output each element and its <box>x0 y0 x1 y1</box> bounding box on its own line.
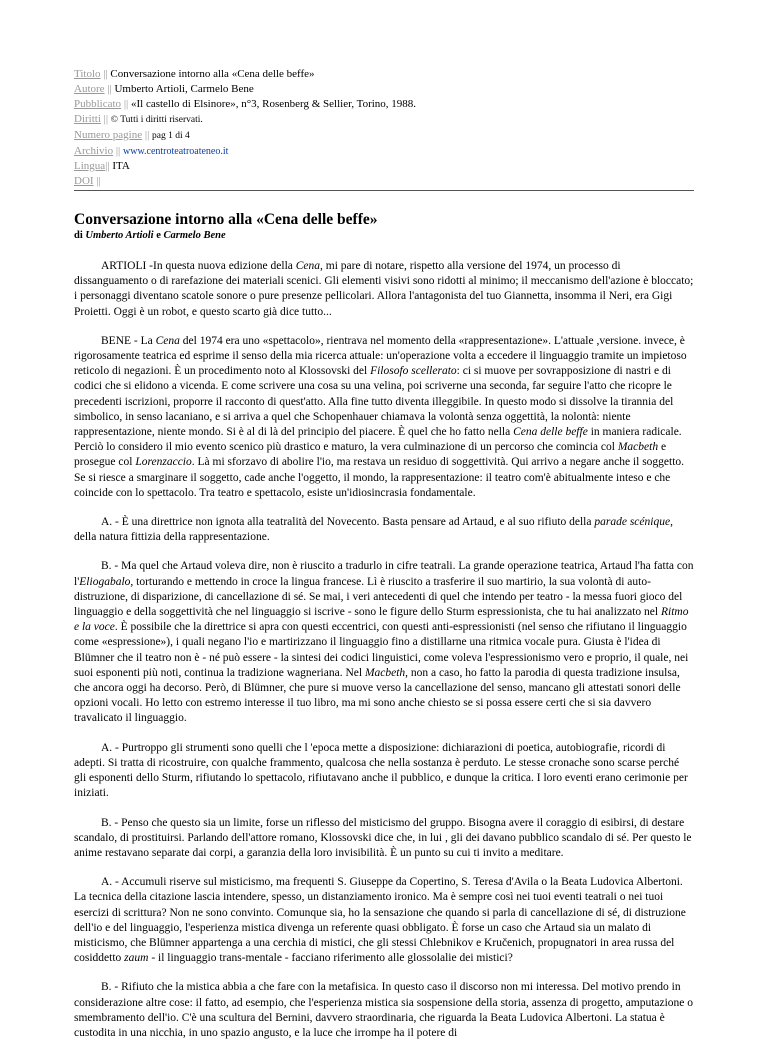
meta-row-archive <box>74 144 694 159</box>
meta-separator: || <box>105 160 110 172</box>
byline <box>74 230 694 241</box>
paragraph-text: , non a caso, ho fatto la parodia di questa tradizione insulsa, che ancora oggi ha decorso. Però, di Blümner, che pure si muove verso la cancellazione del senso, mancano gli attestati sonori delle opzioni vocali. Ho letto con estremo interesse il tuo libro, ma mi sono anche chiesto se si possa essere certi che si sia davvero travalicato il linguaggio. <box>74 666 681 725</box>
paragraph-text: e prosegue col <box>74 441 667 469</box>
byline-conjunction: e <box>156 230 161 241</box>
meta-separator: || <box>103 113 109 125</box>
meta-value-published: «Il castello di Elsinore», n°3, Rosenberg & Sellier, Torino, 1988. <box>130 98 417 110</box>
header-divider <box>74 190 694 191</box>
italic-title-text: Cena <box>295 260 321 272</box>
article-paragraph <box>74 515 694 545</box>
paragraph-text: ARTIOLI -In questa nuova edizione della <box>101 260 296 272</box>
meta-value-archive-link[interactable]: www.centroteatroateneo.it <box>123 146 229 157</box>
italic-title-text: Ritmo e la voce <box>74 606 689 634</box>
meta-value-rights: © Tutti i diritti riservati. <box>110 115 203 125</box>
italic-title-text: Filosofo scellerato <box>370 365 457 378</box>
article-paragraph <box>74 875 694 966</box>
meta-label-rights[interactable]: Diritti <box>74 113 101 125</box>
paragraph-text: A. - Purtroppo gli strumenti sono quelli che l 'epoca mette a disposizione: dichiarazioni di poetica, autobiografie, ricordi di adepti. Si tratta di ricostruire, con qualche frammento, qualcosa che nella sostanza è perduto. Le stesse cronache sono scarse perché gli esponenti dello Sturm, rifiutando lo spettacolo, rifiutavano anche il pubblico, e dunque la critica. I loro eventi erano cerimonie per iniziati. <box>74 741 688 800</box>
meta-row-pages <box>74 128 694 144</box>
byline-author-1: Umberto Artioli <box>85 230 154 241</box>
meta-separator: || <box>123 98 129 110</box>
italic-title-text: parade scénique <box>594 516 671 529</box>
meta-row-rights <box>74 112 694 128</box>
italic-title-text: Macbeth <box>364 666 406 679</box>
paragraph-text: - il linguaggio trans-mentale - facciano riferimento alle glossolalie dei mistici? <box>148 952 513 965</box>
meta-separator: || <box>103 68 108 80</box>
paragraph-text: , torturando e mettendo in croce la lingua francese. Lì è riuscito a trasferire il suo martirio, la sua volontà di auto-distruzione, di disparizione, di cancellazione di sé. Se mai, i veri antecedenti di quel che intendo per teatro - la messa fuori gioco del linguaggio e della soggettività che nel linguaggio si iscrive - sono le figure dello Sturm espressionista, che tu hai analizzato nel <box>74 575 683 619</box>
italic-title-text: Macbeth <box>617 441 659 454</box>
paragraph-text: A. - È una direttrice non ignota alla teatralità del Novecento. Basta pensare ad Artaud, e al suo rifiuto della <box>101 516 595 529</box>
paragraph-text: B. - Penso che questo sia un limite, forse un riflesso del misticismo del gruppo. Bisogna avere il coraggio di esibirsi, di destare scandalo, di prostituirsi. Parlando dell'attore romano, Klossovski dice che, in lui , gli dei davano pubblico scandalo di sé. Per questo le anime restavano separate dai corpi, a garanzia della loro invisibilità. È un punto su cui ti invito a meditare. <box>74 816 692 859</box>
meta-value-author: Umberto Artioli, Carmelo Bene <box>114 83 254 95</box>
meta-separator: || <box>107 83 112 95</box>
meta-label-archive[interactable]: Archivio <box>74 145 114 157</box>
meta-value-language: ITA <box>112 160 130 172</box>
meta-label-published[interactable]: Pubblicato <box>74 98 122 110</box>
article-paragraph <box>74 334 694 501</box>
meta-row-author <box>74 82 694 97</box>
paragraph-text: : ci si muove per sovrapposizione di nastri e di codici che si elidono a vicenda. E come scrivere una cosa su una velina, poi scriverne una seconda, far seguire l'atto che ricopre le precedenti iscrizioni, proporre il racconto di quest'atto. Alla fine tutto diventa illeggibile. In questo modo si dissolve la tirannia del simbolico, in senso lacaniano, e si arriva a quel che Schopenhauer chiamava la volontà senza oggettità, la nolontà: niente rappresentazione, niente mondo. Si è al di là del principio del piacere. È quel che ho fatto nella <box>74 365 674 439</box>
paragraph-text: del 1974 era uno «spettacolo», rientrava nel momento della «rappresentazione». L'attuale ,versione. invece, è rigorosamente teatrica ed esprime il senso della mia ricerca attuale: un'operazione volta a eccedere il linguaggio tramite un impietoso reticolo di negazioni. È un procedimento noto al Klossovski del <box>74 334 687 378</box>
meta-value-title: Conversazione intorno alla «Cena delle beffe» <box>110 68 315 80</box>
meta-label-title[interactable]: Titolo <box>74 68 101 80</box>
paragraph-text: A. - Accumuli riserve sul misticismo, ma frequenti S. Giuseppe da Copertino, S. Teresa d'Avila o la Beata Ludovica Albertoni. La tecnica della citazione lascia intendere, spesso, un distanziamento ironico. Ma è sempre così nei tuoi eventi teatrali o nei tuoi esercizi di scrittura? Non ne sono convinto. Comunque sia, ho la sensazione che quando si parla di cancellazione di sé, di distruzione dell'io e del linguaggio, l'esperienza mistica divenga un referente quasi obbligato. È forse un caso che Artaud sia un malato di misticismo, che Blümner appartenga a una cerchia di mistici, che gli stessi Chlebnikov e Kručenich, propugnatori in area russa del cosiddetto <box>74 876 686 965</box>
meta-label-author[interactable]: Autore <box>74 83 105 95</box>
paragraph-text: . Là mi sforzavo di abolire l'io, ma restava un residuo di soggettività. Qui arrivo a negare anche il soggetto. Se si riesce a smarginare il soggetto, cade anche l'oggetto, il mondo, la rappresentazione: il teatro com'è abitualmente inteso e che coincide con lo spettacolo. Tra teatro e spettacolo, esiste un'idiosincrasia fondamentale. <box>74 456 685 499</box>
article-paragraph <box>74 980 694 1041</box>
meta-value-pages: pag 1 di 4 <box>152 131 190 141</box>
paragraph-text: , della natura fittizia della rappresentazione. <box>74 516 673 544</box>
meta-row-language <box>74 159 694 174</box>
byline-prefix: di <box>74 230 83 241</box>
meta-separator: || <box>115 145 121 157</box>
paragraph-text: . È possibile che la direttrice si apra con questi eccentrici, con questi anti-espressionisti (nel senso che rifiutano il linguaggio come «espressione»), i quali negano l'io e martirizzano il linguaggio fino a distillarne una ritmica vocale pura. Giusta è l'idea di Blümner che il teatro non è - né può essere - la sintesi dei codici linguistici, come voleva l'espressionismo vero e proprio, il quale, nei suoi esponenti più noti, continua la tradizione wagneriana. Nel <box>74 621 689 679</box>
article-paragraph <box>74 259 694 320</box>
meta-row-doi <box>74 174 694 189</box>
paragraph-text: in maniera radicale. Perciò lo considero il mio evento scenico più drastico e maturo, la vera culminazione di un percorso che comincia col <box>74 426 682 454</box>
article-paragraph <box>74 559 694 726</box>
article-body <box>74 259 694 1041</box>
article-paragraph <box>74 816 694 862</box>
paragraph-text: B. - Ma quel che Artaud voleva dire, non è riuscito a tradurlo in cifre teatrali. La grande operazione teatrica, Artaud l'ha fatta con l' <box>74 560 694 588</box>
article-paragraph <box>74 741 694 802</box>
italic-title-text: Eliogabalo <box>79 575 131 588</box>
meta-separator: || <box>144 129 150 141</box>
article-title: Conversazione intorno alla «Cena delle beffe» <box>74 211 378 228</box>
paragraph-text: B. - Rifiuto che la mistica abbia a che fare con la metafisica. In questo caso il discorso non mi interessa. Del motivo prendo in considerazione altre cose: il fatto, ad esempio, che l'esperienza mistica sia sospensione della storia, assenza di progetto, amputazione o smembramento dell'io. C'è una scultura del Bernini, davvero straordinaria, che riguarda la Beata Ludovica Albertoni. La statua è custodita in una nicchia, in uno spazio angusto, e la luce che irrompe ha il potere di <box>74 981 694 1039</box>
meta-label-doi[interactable]: DOI <box>74 175 94 187</box>
meta-label-language[interactable]: Lingua <box>74 160 106 172</box>
byline-author-2: Carmelo Bene <box>163 230 226 241</box>
metadata-block <box>74 67 694 189</box>
italic-title-text: zaum <box>124 952 149 965</box>
paragraph-text: , mi pare di notare, rispetto alla versione del 1974, un processo di dissanguamento o di rarefazione dei materiali scenici. Gli elementi visivi sono ridotti al minimo; il meccanismo dell'azione è bloccato; i personaggi diventano scatole sonore o pure presenze pellicolari. Allora l'antagonista del tuo Giannetta, insomma il Neri, era Gigi Proietti. Oggi è un robot, e questo scarto già dice tutto... <box>74 260 694 318</box>
meta-row-title <box>74 67 694 82</box>
meta-row-published <box>74 97 694 112</box>
meta-separator: || <box>96 175 101 187</box>
italic-title-text: Lorenzaccio <box>135 456 192 469</box>
italic-title-text: Cena <box>155 334 180 347</box>
italic-title-text: Cena delle beffe <box>513 426 588 439</box>
paragraph-text: BENE - La <box>101 334 156 347</box>
meta-label-pages[interactable]: Numero pagine <box>74 129 143 141</box>
